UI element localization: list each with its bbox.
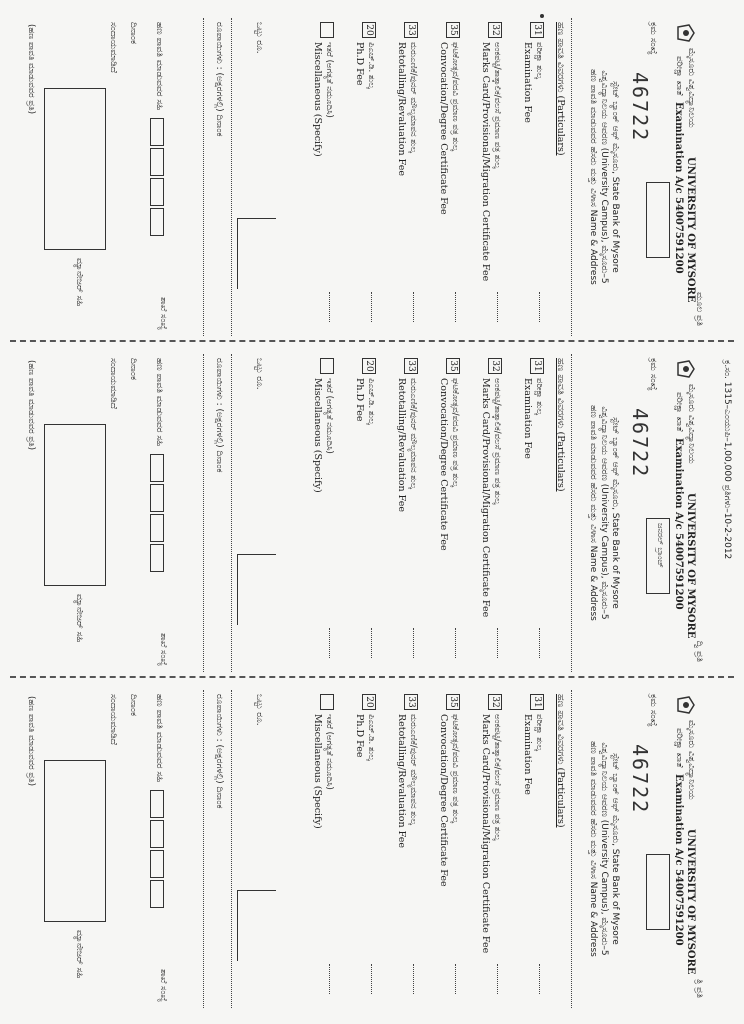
particulars-label: ಹಣ ಪಾವತಿ ವಿವರಗಳು (Particulars) <box>555 358 566 492</box>
fee-amount-line <box>455 964 456 994</box>
branch-code-cells <box>150 118 164 238</box>
fee-amount-line <box>455 628 456 658</box>
particulars-heading <box>555 22 566 156</box>
fee-code: 20 <box>362 694 376 710</box>
fee-name-kn: ಘಟಿಕೋತ್ಸವ/ಪದವಿ ಪ್ರಮಾಣ ಪತ್ರ ಶುಲ್ಕ <box>450 714 460 824</box>
fee-row <box>338 22 376 332</box>
fee-row <box>506 358 544 668</box>
fee-name-en: Examination Fee <box>522 714 533 795</box>
fee-row <box>506 694 544 1004</box>
fee-code <box>320 22 334 38</box>
serial-label: ಕ್ರಮ ಸಂಖ್ಯೆ <box>648 694 658 727</box>
amount-in-words-label: ರೂಪಾಯಿಗಳು : (ಅಕ್ಷರಗಳಲ್ಲಿ) ದಿನಾಂಕ <box>214 694 224 809</box>
fee-name-en: Ph.D Fee <box>354 42 365 86</box>
fee-code: 32 <box>488 358 502 374</box>
fee-amount-line <box>497 964 498 994</box>
bank-block <box>576 358 620 668</box>
fee-row <box>422 358 460 668</box>
amount-box <box>237 554 276 625</box>
copy-caption: (ಹಣ ಪಾವತಿ ಮಾಡುವವರ ಪ್ರತಿ) <box>26 360 36 451</box>
date-label: ದಿನಾಂಕ <box>128 694 138 717</box>
fee-row <box>380 358 418 668</box>
fee-name-kn: ಘಟಿಕೋತ್ಸವ/ಪದವಿ ಪ್ರಮಾಣ ಪತ್ರ ಶುಲ್ಕ <box>450 378 460 488</box>
university-name-kn: ಮೈಸೂರು ವಿಶ್ವವಿದ್ಯಾನಿಲಯ <box>686 48 696 128</box>
signature-label: ಹಣ ಪಾವತಿ ಮಾಡುವವರ ಸಹಿ <box>154 694 164 783</box>
ink-mark <box>540 14 544 18</box>
university-name-en: UNIVERSITY OF MYSORE <box>685 829 696 975</box>
particulars-label: ಹಣ ಪಾವತಿ ವಿವರಗಳು (Particulars) <box>555 22 566 156</box>
fee-row <box>422 22 460 332</box>
total-line <box>231 18 232 336</box>
fee-code: 32 <box>488 694 502 710</box>
name-line <box>571 690 572 1008</box>
bank-note: ಹಣ ಪಾವತಿ ಮಾಡುವವರ ಹೆಸರು ಮತ್ತು ವಿಳಾಸ Name & Address <box>588 741 599 957</box>
manager-label: ಮ್ಯಾನೇಜರ್ ಸಹಿ <box>74 930 84 979</box>
fee-code: 31 <box>530 358 544 374</box>
fee-row <box>380 694 418 1004</box>
university-emblem-icon <box>676 22 696 44</box>
bank-branch: ವಿಶ್ವವಿದ್ಯಾನಿಲಯ ಆವರಣ (University Campus), ಮೈಸೂರು–5 <box>599 70 610 284</box>
signature-label: ಹಣ ಪಾವತಿ ಮಾಡುವವರ ಸಹಿ <box>154 358 164 447</box>
university-emblem-icon <box>676 694 696 716</box>
print-info: ಕ್ರ.ಸಂ. 1315–ಎಂಯುಪಿ–1,00,000 ಪ್ರತಿಗಳು–10-2-2012 <box>722 360 732 560</box>
bank-branch: ವಿಶ್ವವಿದ್ಯಾನಿಲಯ ಆವರಣ (University Campus), ಮೈಸೂರು–5 <box>599 742 610 956</box>
date-label: ದಿನಾಂಕ <box>128 358 138 381</box>
fee-code <box>320 358 334 374</box>
amount-box <box>237 890 276 961</box>
cut-line-1 <box>10 340 734 342</box>
account-name-kn: ಪರೀಕ್ಷಾ ಖಾತೆ <box>674 56 684 96</box>
fee-name-en: Marks Card/Provisional/Migration Certificate Fee <box>480 714 491 954</box>
fee-name-kn: ಪರೀಕ್ಷಾ ಶುಲ್ಕ <box>534 378 544 415</box>
fee-name-en: Retotalling/Revaluation Fee <box>396 378 407 512</box>
fee-code: 35 <box>446 358 460 374</box>
fee-amount-line <box>539 292 540 322</box>
account-name-kn: ಪರೀಕ್ಷಾ ಖಾತೆ <box>674 392 684 432</box>
branch-code-caption: ಶಾಖೆ ಸಂಖ್ಯೆ <box>158 633 168 666</box>
fee-name-kn: ಮರುಎಣಿಕೆ/ಪುನರ್ ಮೌಲ್ಯಮಾಪನ ಶುಲ್ಕ <box>408 42 418 153</box>
cashier-label: ಸಂದಾಯಮಾಡಿದೆ <box>108 694 118 745</box>
fee-name-kn: ಪಿಎಚ್.ಡಿ. ಶುಲ್ಕ <box>366 714 376 761</box>
fee-name-en: Marks Card/Provisional/Migration Certificate Fee <box>480 42 491 282</box>
bank-name: ಸ್ಟೇಟ್ ಬ್ಯಾಂಕ್ ಆಫ್ ಮೈಸೂರು, State Bank of Mysore <box>610 417 620 609</box>
receipt-box <box>646 182 670 258</box>
fee-name-kn: ಘಟಿಕೋತ್ಸವ/ಪದವಿ ಪ್ರಮಾಣ ಪತ್ರ ಶುಲ್ಕ <box>450 42 460 152</box>
fee-name-kn: ಇತರೆ (ಅಗತ್ಯತೆ ನಮೂದಿಸಿ) <box>324 42 334 118</box>
fee-amount-line <box>455 292 456 322</box>
total-line <box>231 690 232 1008</box>
account-name-kn: ಪರೀಕ್ಷಾ ಖಾತೆ <box>674 728 684 768</box>
amount-in-words-label: ರೂಪಾಯಿಗಳು : (ಅಕ್ಷರಗಳಲ್ಲಿ) ದಿನಾಂಕ <box>214 22 224 137</box>
bank-note: ಹಣ ಪಾವತಿ ಮಾಡುವವರ ಹೆಸರು ಮತ್ತು ವಿಳಾಸ Name & Address <box>588 69 599 285</box>
cashier-label: ಸಂದಾಯಮಾಡಿದೆ <box>108 22 118 73</box>
fee-row <box>506 22 544 332</box>
fee-name-en: Miscellaneous (Specify) <box>312 714 323 829</box>
fee-name-kn: ಪರೀಕ್ಷಾ ಶುಲ್ಕ <box>534 714 544 751</box>
fee-name-en: Miscellaneous (Specify) <box>312 42 323 157</box>
account-name-en: Examination A/c 54007591200 <box>673 774 684 946</box>
fee-name-en: Examination Fee <box>522 42 533 123</box>
fee-row <box>296 358 334 668</box>
university-name-en: UNIVERSITY OF MYSORE <box>685 493 696 639</box>
words-line <box>203 354 204 672</box>
manager-box <box>44 424 106 586</box>
particulars-heading <box>555 358 566 492</box>
particulars-heading <box>555 694 566 828</box>
copy-caption: (ಹಣ ಪಾವತಿ ಮಾಡುವವರ ಪ್ರತಿ) <box>26 696 36 787</box>
slip-header <box>624 22 704 332</box>
fee-name-en: Convocation/Degree Certificate Fee <box>438 714 449 887</box>
bank-block <box>576 22 620 332</box>
university-name-en: UNIVERSITY OF MYSORE <box>685 157 696 303</box>
fee-amount-line <box>539 628 540 658</box>
fee-name-en: Convocation/Degree Certificate Fee <box>438 42 449 215</box>
serial-number: 46722 <box>628 72 652 143</box>
copy-label: ತ್ರಿ ಪ್ರತಿ <box>694 979 704 998</box>
fee-amount-line <box>539 964 540 994</box>
slip-header <box>624 694 704 1004</box>
fee-amount-line <box>329 628 330 658</box>
branch-code-caption: ಶಾಖೆ ಸಂಖ್ಯೆ <box>158 969 168 1002</box>
fee-name-kn: ಮರುಎಣಿಕೆ/ಪುನರ್ ಮೌಲ್ಯಮಾಪನ ಶುಲ್ಕ <box>408 714 418 825</box>
branch-code-cells <box>150 454 164 574</box>
copy-label: ದ್ವಿ ಪ್ರತಿ <box>694 640 704 662</box>
fee-row <box>338 694 376 1004</box>
manager-box <box>44 88 106 250</box>
fee-name-en: Examination Fee <box>522 378 533 459</box>
serial-number: 46722 <box>628 744 652 815</box>
bank-name: ಸ್ಟೇಟ್ ಬ್ಯಾಂಕ್ ಆಫ್ ಮೈಸೂರು, State Bank of Mysore <box>610 81 620 273</box>
fee-code: 35 <box>446 694 460 710</box>
receipt-label: ಜನರಲ್ ಬ್ರಾಂಚ್ <box>656 523 665 568</box>
total-label: ಒಟ್ಟು ರೂ. <box>254 694 264 726</box>
total-label: ಒಟ್ಟು ರೂ. <box>254 358 264 390</box>
bank-block <box>576 694 620 1004</box>
fee-name-kn: ಪಿಎಚ್.ಡಿ. ಶುಲ್ಕ <box>366 42 376 89</box>
words-line <box>203 690 204 1008</box>
fee-amount-line <box>329 964 330 994</box>
bank-name: ಸ್ಟೇಟ್ ಬ್ಯಾಂಕ್ ಆಫ್ ಮೈಸೂರು, State Bank of Mysore <box>610 753 620 945</box>
account-name-en: Examination A/c 54007591200 <box>673 438 684 610</box>
serial-label: ಕ್ರಮ ಸಂಖ್ಯೆ <box>648 22 658 55</box>
amount-box <box>237 218 276 289</box>
fee-name-en: Convocation/Degree Certificate Fee <box>438 378 449 551</box>
university-name-kn: ಮೈಸೂರು ವಿಶ್ವವಿದ್ಯಾನಿಲಯ <box>686 720 696 800</box>
fee-name-en: Retotalling/Revaluation Fee <box>396 714 407 848</box>
fee-name-en: Ph.D Fee <box>354 378 365 422</box>
fee-code: 33 <box>404 694 418 710</box>
words-line <box>203 18 204 336</box>
fee-row <box>338 358 376 668</box>
university-name-kn: ಮೈಸೂರು ವಿಶ್ವವಿದ್ಯಾನಿಲಯ <box>686 384 696 464</box>
slip-1 <box>26 18 704 336</box>
receipt-box <box>646 518 670 594</box>
fee-amount-line <box>413 292 414 322</box>
name-line <box>571 354 572 672</box>
fee-row <box>296 22 334 332</box>
fee-name-en: Retotalling/Revaluation Fee <box>396 42 407 176</box>
total-label: ಒಟ್ಟು ರೂ. <box>254 22 264 54</box>
branch-code-caption: ಶಾಖೆ ಸಂಖ್ಯೆ <box>158 297 168 330</box>
fee-amount-line <box>413 964 414 994</box>
fee-name-kn: ಮರುಎಣಿಕೆ/ಪುನರ್ ಮೌಲ್ಯಮಾಪನ ಶುಲ್ಕ <box>408 378 418 489</box>
serial-label: ಕ್ರಮ ಸಂಖ್ಯೆ <box>648 358 658 391</box>
fee-name-kn: ಅಂಕಪಟ್ಟಿ/ತಾತ್ಕಾಲಿಕ/ವಲಸೆ ಪ್ರಮಾಣ ಪತ್ರ ಶುಲ್ಕ <box>492 42 502 169</box>
fee-row <box>422 694 460 1004</box>
fee-name-kn: ಅಂಕಪಟ್ಟಿ/ತಾತ್ಕಾಲಿಕ/ವಲಸೆ ಪ್ರಮಾಣ ಪತ್ರ ಶುಲ್ಕ <box>492 714 502 841</box>
fee-row <box>464 22 502 332</box>
fee-row <box>380 22 418 332</box>
receipt-box <box>646 854 670 930</box>
fee-name-kn: ಇತರೆ (ಅಗತ್ಯತೆ ನಮೂದಿಸಿ) <box>324 714 334 790</box>
fee-row <box>464 694 502 1004</box>
fee-amount-line <box>497 628 498 658</box>
fee-row <box>464 358 502 668</box>
copy-caption: (ಹಣ ಪಾವತಿ ಮಾಡುವವರ ಪ್ರತಿ) <box>26 24 36 115</box>
fee-code: 31 <box>530 694 544 710</box>
fee-row <box>296 694 334 1004</box>
name-line <box>571 18 572 336</box>
fee-code: 20 <box>362 358 376 374</box>
serial-number: 46722 <box>628 408 652 479</box>
fee-name-kn: ಪಿಎಚ್.ಡಿ. ಶುಲ್ಕ <box>366 378 376 425</box>
fee-amount-line <box>371 292 372 322</box>
manager-label: ಮ್ಯಾನೇಜರ್ ಸಹಿ <box>74 594 84 643</box>
fee-amount-line <box>497 292 498 322</box>
total-line <box>231 354 232 672</box>
amount-in-words-label: ರೂಪಾಯಿಗಳು : (ಅಕ್ಷರಗಳಲ್ಲಿ) ದಿನಾಂಕ <box>214 358 224 473</box>
signature-label: ಹಣ ಪಾವತಿ ಮಾಡುವವರ ಸಹಿ <box>154 22 164 111</box>
copy-label: ಮೂಲ ಪ್ರತಿ <box>694 292 704 326</box>
fee-amount-line <box>413 628 414 658</box>
fee-code: 33 <box>404 22 418 38</box>
manager-box <box>44 760 106 922</box>
fee-code <box>320 694 334 710</box>
fee-amount-line <box>371 628 372 658</box>
slip-2 <box>26 354 704 672</box>
fee-name-kn: ಪರೀಕ್ಷಾ ಶುಲ್ಕ <box>534 42 544 79</box>
fee-code: 33 <box>404 358 418 374</box>
branch-code-cells <box>150 790 164 910</box>
slip-3 <box>26 690 704 1008</box>
account-name-en: Examination A/c 54007591200 <box>673 102 684 274</box>
fee-code: 31 <box>530 22 544 38</box>
bank-branch: ವಿಶ್ವವಿದ್ಯಾನಿಲಯ ಆವರಣ (University Campus), ಮೈಸೂರು–5 <box>599 406 610 620</box>
fee-name-en: Ph.D Fee <box>354 714 365 758</box>
fee-amount-line <box>371 964 372 994</box>
slip-header <box>624 358 704 668</box>
fee-name-kn: ಇತರೆ (ಅಗತ್ಯತೆ ನಮೂದಿಸಿ) <box>324 378 334 454</box>
particulars-label: ಹಣ ಪಾವತಿ ವಿವರಗಳು (Particulars) <box>555 694 566 828</box>
manager-label: ಮ್ಯಾನೇಜರ್ ಸಹಿ <box>74 258 84 307</box>
fee-code: 35 <box>446 22 460 38</box>
fee-name-kn: ಅಂಕಪಟ್ಟಿ/ತಾತ್ಕಾಲಿಕ/ವಲಸೆ ಪ್ರಮಾಣ ಪತ್ರ ಶುಲ್ಕ <box>492 378 502 505</box>
fee-code: 32 <box>488 22 502 38</box>
bank-note: ಹಣ ಪಾವತಿ ಮಾಡುವವರ ಹೆಸರು ಮತ್ತು ವಿಳಾಸ Name & Address <box>588 405 599 621</box>
fee-name-en: Miscellaneous (Specify) <box>312 378 323 493</box>
date-label: ದಿನಾಂಕ <box>128 22 138 45</box>
fee-name-en: Marks Card/Provisional/Migration Certificate Fee <box>480 378 491 618</box>
cut-line-2 <box>10 676 734 678</box>
cashier-label: ಸಂದಾಯಮಾಡಿದೆ <box>108 358 118 409</box>
university-emblem-icon <box>676 358 696 380</box>
fee-amount-line <box>329 292 330 322</box>
fee-code: 20 <box>362 22 376 38</box>
